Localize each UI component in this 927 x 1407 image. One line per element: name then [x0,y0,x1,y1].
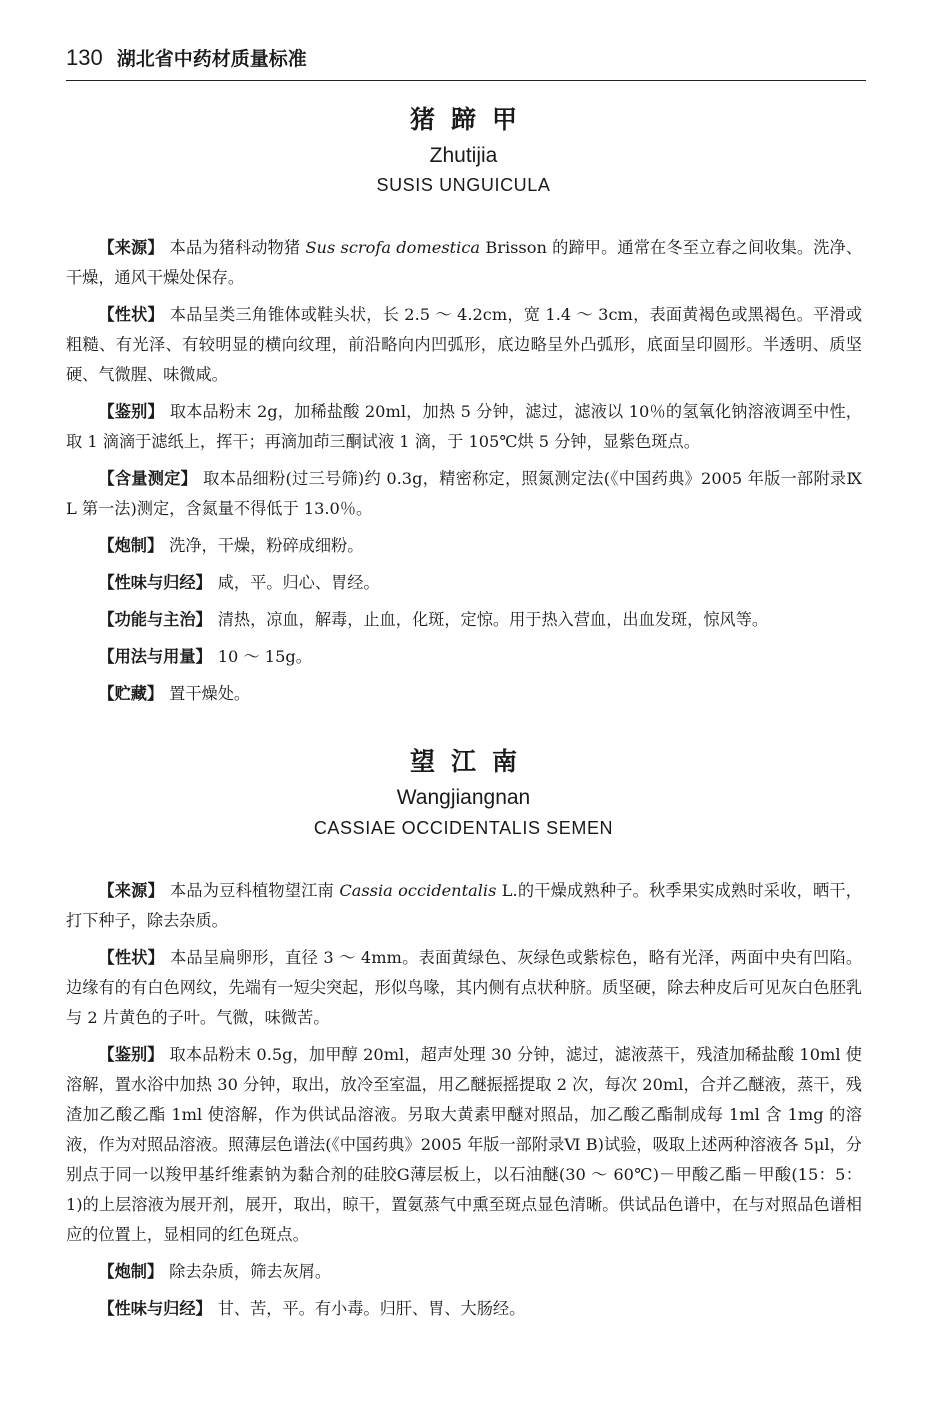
section-label: 【鉴别】 [98,402,164,421]
section-storage [66,679,862,709]
section-label: 【贮藏】 [98,684,164,703]
running-head [66,44,866,73]
section-identification [66,397,862,457]
section-nature-meridian [66,1294,862,1324]
section-nature-meridian [66,568,862,598]
entry-latin-name: SUSIS UNGUICULA [376,175,551,195]
entry-title: 猪蹄甲 [409,105,533,134]
section-label: 【性状】 [98,305,164,324]
page-number: 130 [66,45,103,70]
section-text: 本品为猪科动物猪 [169,238,306,257]
section-source [66,876,862,936]
entry-title: 望江南 [409,747,533,776]
section-label: 【含量测定】 [98,469,198,488]
section-text: 清热，凉血，解毒，止血，化斑，定惊。用于热入营血，出血发斑，惊风等。 [217,610,769,629]
header-rule [66,80,866,81]
section-label: 【性味与归经】 [98,1299,212,1318]
section-text: 取本品粉末 2g，加稀盐酸 20ml，加热 5 分钟，滤过，滤液以 10％的氢氧化钠溶液调至中性，取 1 滴滴于滤纸上，挥干；再滴加茚三酮试液 1 滴，于 105℃烘 5 分钟，显紫色斑点。 [66,402,862,451]
section-text: 除去杂质，筛去灰屑。 [169,1262,332,1281]
section-text: L.的干燥成熟种子。秋季果实成熟时采收，晒干，打下种子，除去杂质。 [66,881,862,930]
section-text: 本品呈扁卵形，直径 3 ～ 4mm。表面黄绿色、灰绿色或紫棕色，略有光泽，两面中央有凹陷。边缘有的有白色网纹，先端有一短尖突起，形似鸟喙，其内侧有点状种脐。质坚硬，除去种皮后可见灰白色胚乳与 2 片黄色的子叶。气微，味微苦。 [66,948,863,1027]
entry-body [66,876,862,1331]
section-text: 10 ～ 15g。 [217,647,312,666]
section-label: 【性味与归经】 [98,573,212,592]
entry-body [66,233,862,716]
section-text: 取本品细粉(过三号筛)约 0.3g，精密称定，照氮测定法(《中国药典》2005 年版一部附录Ⅸ L 第一法)测定，含氮量不得低于 13.0％。 [66,469,863,518]
entry-pinyin: Wangjiangnan [396,786,531,809]
section-text: Brisson 的蹄甲。通常在冬至立春之间收集。洗净、干燥，通风干燥处保存。 [66,238,863,287]
section-label: 【用法与用量】 [98,647,212,666]
section-processing [66,1257,862,1287]
section-label: 【炮制】 [98,1262,164,1281]
section-functions [66,605,862,635]
section-source [66,233,862,293]
entry-latin-name: CASSIAE OCCIDENTALIS SEMEN [313,818,614,838]
section-text: 洗净，干燥，粉碎成细粉。 [169,536,364,555]
section-text: 咸，平。归心、胃经。 [217,573,380,592]
section-text: 取本品粉末 0.5g，加甲醇 20ml，超声处理 30 分钟，滤过，滤液蒸干，残渣加稀盐酸 10ml 使溶解，置水浴中加热 30 分钟，取出，放冷至室温，用乙醚振摇提取 2 次，每次 20ml，合并乙醚液，蒸干，残渣加乙酸乙酯 1ml 使溶解，作为供试品溶液。另取大黄素甲醚对照品，加乙酸乙酯制成每 1ml 含 1mg 的溶液，作为对照品溶液。照薄层色谱法(《中国药典》2005 年版一部附录Ⅵ B)试验，吸取上述两种溶液各 5μl，分别点于同一以羧甲基纤维素钠为黏合剂的硅胶G薄层板上，以石油醚(30 ～ 60℃)－甲酸乙酯－甲酸(15：5：1)的上层溶液为展开剂，展开，取出，晾干，置氨蒸气中熏至斑点显色清晰。供试品色谱中，在与对照品色谱相应的位置上，显相同的红色斑点。 [66,1045,862,1244]
section-description [66,943,862,1033]
section-label: 【来源】 [98,881,164,900]
section-identification [66,1040,862,1250]
section-description [66,300,862,390]
section-dosage [66,642,862,672]
section-assay [66,464,862,524]
section-text: 置干燥处。 [169,684,251,703]
section-label: 【来源】 [98,238,164,257]
book-title: 湖北省中药材质量标准 [116,48,307,70]
entry-pinyin: Zhutijia [429,144,498,167]
species-name: Sus scrofa domestica [305,238,481,257]
species-name: Cassia occidentalis [339,881,497,900]
section-text: 本品呈类三角锥体或鞋头状，长 2.5 ～ 4.2cm，宽 1.4 ～ 3cm，表面黄褐色或黑褐色。平滑或粗糙、有光泽、有较明显的横向纹理，前沿略向内凹弧形，底边略呈外凸弧形，底面呈印圆形。半透明、质坚硬、气微腥、味微咸。 [66,305,863,384]
section-label: 【性状】 [98,948,165,967]
section-label: 【炮制】 [98,536,164,555]
section-processing [66,531,862,561]
section-text: 甘、苦，平。有小毒。归肝、胃、大肠经。 [217,1299,526,1318]
section-label: 【鉴别】 [98,1045,164,1064]
section-text: 本品为豆科植物望江南 [169,881,340,900]
section-label: 【功能与主治】 [98,610,212,629]
